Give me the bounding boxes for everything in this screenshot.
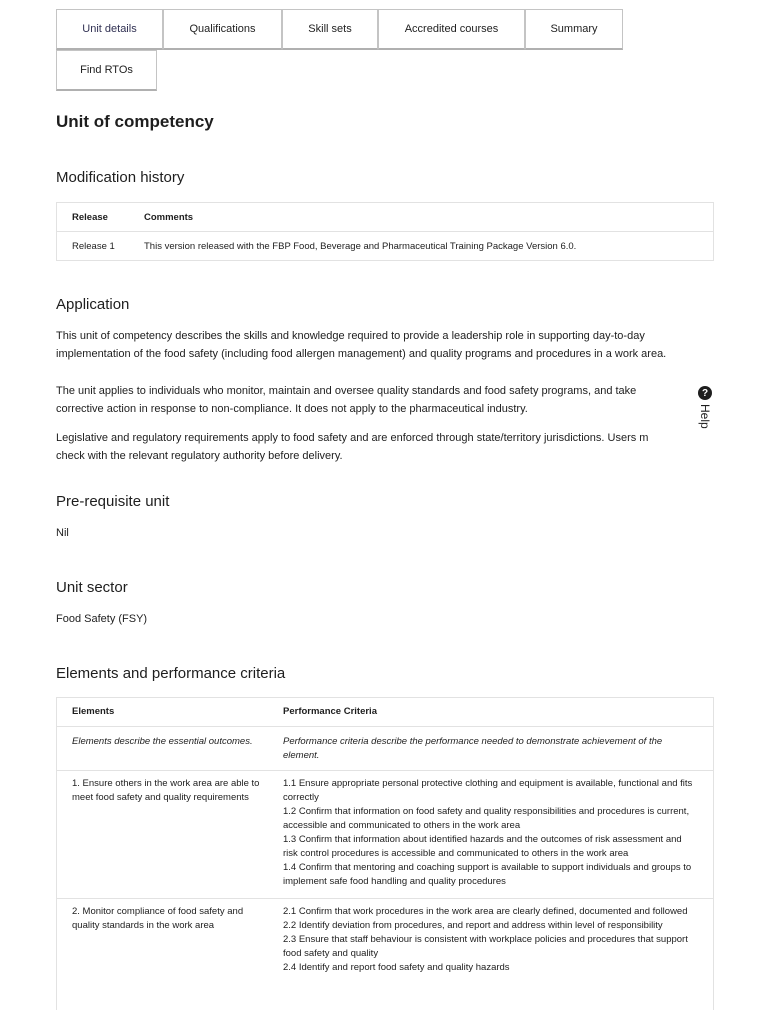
criterion: 2.4 Identify and report food safety and quality hazards <box>283 962 510 973</box>
help-button[interactable] <box>695 386 715 436</box>
table-header-row <box>57 203 713 231</box>
tab-skill-sets[interactable]: Skill sets <box>282 9 378 50</box>
criterion: 2.3 Ensure that staff behaviour is consistent with workplace policies and procedures that support food safety and quality <box>283 934 688 959</box>
column-header-performance-criteria: Performance Criteria <box>283 706 377 717</box>
element-cell: 2. Monitor compliance of food safety and quality standards in the work area <box>72 906 244 931</box>
tab-find-rtos[interactable]: Find RTOs <box>56 50 157 91</box>
criterion: 1.3 Confirm that information about identified hazards and the outcomes of risk assessment and risk control procedures is accessible and communicated to others in the work area <box>283 834 682 859</box>
table-row <box>57 770 713 898</box>
prerequisite-heading: Pre-requisite unit <box>56 493 170 510</box>
criterion: 1.2 Confirm that information on food safety and quality responsibilities and procedures is current, accessible and communicated to others in the work area <box>283 806 690 831</box>
tab-bar <box>56 9 656 91</box>
modification-history-heading: Modification history <box>56 169 185 186</box>
performance-criteria-description: Performance criteria describe the performance needed to demonstrate achievement of the element. <box>283 736 663 761</box>
table-row <box>57 231 713 260</box>
elements-description: Elements describe the essential outcomes. <box>72 736 253 747</box>
column-header-release: Release <box>72 211 108 223</box>
application-paragraph-3-line-1: Legislative and regulatory requirements apply to food safety and are enforced through state/territory jurisdictions. Users m <box>56 432 649 444</box>
application-paragraph-3-line-2: check with the relevant regulatory authority before delivery. <box>56 449 343 462</box>
prerequisite-value: Nil <box>56 527 69 539</box>
element-cell: 1. Ensure others in the work area are able to meet food safety and quality requirements <box>72 778 260 803</box>
criteria-cell <box>283 777 713 889</box>
criterion: 2.1 Confirm that work procedures in the work area are clearly defined, documented and followed <box>283 906 688 917</box>
release-cell: Release 1 <box>72 240 115 252</box>
tab-summary[interactable]: Summary <box>525 9 623 50</box>
table-description-row <box>57 726 713 770</box>
tab-unit-details[interactable]: Unit details <box>56 9 163 50</box>
criterion: 2.2 Identify deviation from procedures, and report and address within level of responsibility <box>283 920 663 931</box>
table-header-row <box>57 698 713 726</box>
comments-cell: This version released with the FBP Food, Beverage and Pharmaceutical Training Package Version 6.0. <box>144 240 577 252</box>
column-header-comments: Comments <box>144 211 194 223</box>
elements-heading: Elements and performance criteria <box>56 665 286 682</box>
application-paragraph-3 <box>56 430 690 465</box>
application-paragraph-2: The unit applies to individuals who monitor, maintain and oversee quality standards and food safety programs, and take corrective action in response to non-compliance. It does not apply to the pharmaceutical industry. <box>56 385 637 415</box>
help-label: Help <box>698 404 712 429</box>
elements-table <box>56 697 714 1010</box>
table-row <box>57 898 713 1010</box>
unit-sector-heading: Unit sector <box>56 579 128 596</box>
application-paragraph-1: This unit of competency describes the skills and knowledge required to provide a leadership role in supporting day-to-day implementation of the food safety (including food allergen management) and quality programs and procedures in a work area. <box>56 330 667 360</box>
unit-sector-value: Food Safety (FSY) <box>56 613 148 625</box>
criterion: 1.1 Ensure appropriate personal protective clothing and equipment is available, functional and fits correctly <box>283 778 693 803</box>
tab-qualifications[interactable]: Qualifications <box>163 9 282 50</box>
criteria-cell <box>283 905 713 1001</box>
page-title: Unit of competency <box>56 112 214 131</box>
modification-history-table <box>56 202 714 261</box>
criterion: 1.4 Confirm that mentoring and coaching support is available to support individuals and groups to implement safe food handling and quality procedures <box>283 862 692 887</box>
tab-accredited-courses[interactable]: Accredited courses <box>378 9 525 50</box>
application-heading: Application <box>56 296 130 313</box>
help-question-icon: ? <box>698 386 712 400</box>
column-header-elements: Elements <box>72 706 115 717</box>
